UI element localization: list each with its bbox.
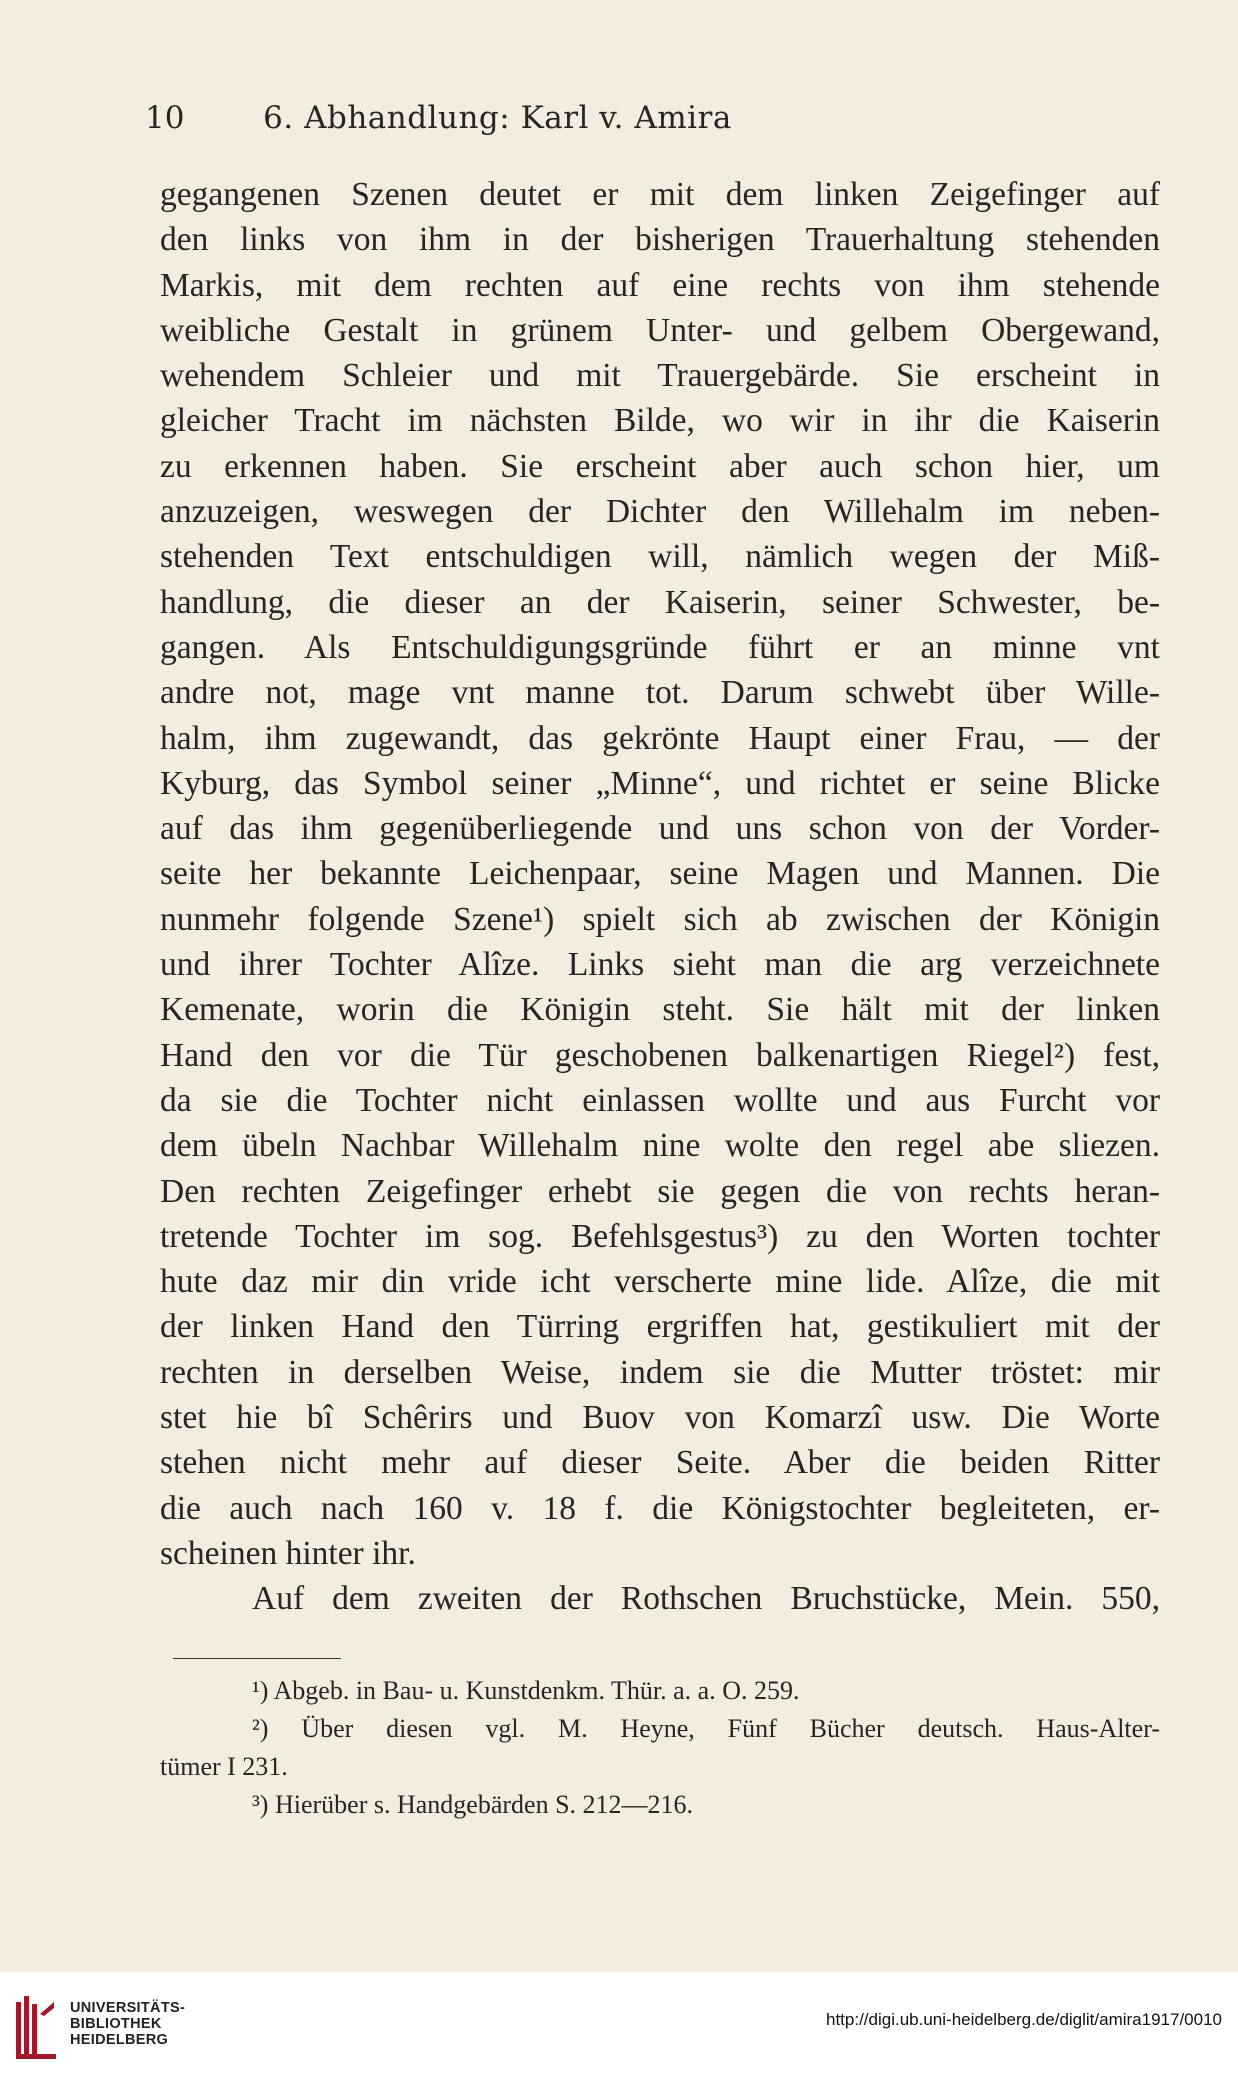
text-line: andre not, mage vnt manne tot. Darum schwebt über Wille- bbox=[160, 674, 1160, 712]
footnotes bbox=[160, 1672, 1160, 1824]
footnote-divider bbox=[173, 1658, 341, 1659]
heidelberg-library-logo-icon bbox=[14, 1994, 58, 2062]
text-line: Auf dem zweiten der Rothschen Bruchstücke, Mein. 550, bbox=[252, 1580, 1160, 1618]
text-line: scheinen hinter ihr. bbox=[160, 1534, 416, 1572]
text-line: Kyburg, das Symbol seiner „Minne“, und richtet er seine Blicke bbox=[160, 764, 1160, 802]
running-title: 6. Abhandlung: Karl v. Amira bbox=[263, 100, 732, 136]
text-line: nunmehr folgende Szene¹) spielt sich ab zwischen der Königin bbox=[160, 900, 1160, 938]
text-line: da sie die Tochter nicht einlassen wollte und aus Furcht vor bbox=[160, 1081, 1160, 1119]
text-line: den links von ihm in der bisherigen Trauerhaltung stehenden bbox=[160, 221, 1160, 259]
text-line: weibliche Gestalt in grünem Unter- und gelbem Obergewand, bbox=[160, 311, 1160, 349]
text-line: wehendem Schleier und mit Trauergebärde. Sie erscheint in bbox=[160, 357, 1160, 395]
text-line: gleicher Tracht im nächsten Bilde, wo wir in ihr die Kaiserin bbox=[160, 402, 1160, 440]
footnote-1: ¹) Abgeb. in Bau- u. Kunstdenkm. Thür. a. a. O. 259. bbox=[252, 1676, 800, 1705]
footnote-3: ³) Hierüber s. Handgebärden S. 212—216. bbox=[252, 1790, 694, 1819]
library-name-line: BIBLIOTHEK bbox=[70, 2016, 162, 2032]
text-line: rechten in derselben Weise, indem sie die Mutter tröstet: mir bbox=[160, 1353, 1160, 1391]
text-line: halm, ihm zugewandt, das gekrönte Haupt einer Frau, — der bbox=[160, 719, 1160, 757]
text-line: anzuzeigen, weswegen der Dichter den Willehalm im neben- bbox=[160, 493, 1160, 531]
footnote-2-continued: tümer I 231. bbox=[160, 1752, 288, 1781]
text-line: tretende Tochter im sog. Befehlsgestus³) zu den Worten tochter bbox=[160, 1217, 1160, 1255]
text-line: stet hie bî Schêrirs und Buov von Komarzî usw. Die Worte bbox=[160, 1399, 1160, 1437]
text-line: der linken Hand den Türring ergriffen hat, gestikuliert mit der bbox=[160, 1308, 1160, 1346]
text-line: seite her bekannte Leichenpaar, seine Magen und Mannen. Die bbox=[160, 855, 1160, 893]
text-line: gangen. Als Entschuldigungsgründe führt er an minne vnt bbox=[160, 628, 1160, 666]
permalink-url[interactable]: http://digi.ub.uni-heidelberg.de/diglit/amira1917/0010 bbox=[826, 2010, 1222, 2029]
page-number: 10 bbox=[145, 100, 185, 136]
text-line: Den rechten Zeigefinger erhebt sie gegen die von rechts heran- bbox=[160, 1172, 1160, 1210]
footnote-2: ²) Über diesen vgl. M. Heyne, Fünf Bücher deutsch. Haus-Alter- bbox=[252, 1714, 1160, 1743]
text-line: Markis, mit dem rechten auf eine rechts von ihm stehende bbox=[160, 266, 1160, 304]
viewer-footer bbox=[0, 1972, 1238, 2086]
text-line: gegangenen Szenen deutet er mit dem linken Zeigefinger auf bbox=[160, 176, 1160, 213]
text-line: Hand den vor die Tür geschobenen balkenartigen Riegel²) fest, bbox=[160, 1036, 1160, 1074]
body-text bbox=[160, 172, 1160, 1622]
page-header bbox=[145, 100, 850, 144]
text-line: dem übeln Nachbar Willehalm nine wolte den regel abe sliezen. bbox=[160, 1127, 1160, 1165]
text-line: die auch nach 160 v. 18 f. die Königstochter begleiteten, er- bbox=[160, 1489, 1160, 1527]
text-line: Kemenate, worin die Königin steht. Sie hält mit der linken bbox=[160, 991, 1160, 1029]
text-line: hute daz mir din vride icht verscherte mine lide. Alîze, die mit bbox=[160, 1263, 1160, 1301]
text-line: stehenden Text entschuldigen will, nämlich wegen der Miß- bbox=[160, 538, 1160, 576]
text-line: stehen nicht mehr auf dieser Seite. Aber die beiden Ritter bbox=[160, 1444, 1160, 1482]
library-name-line: UNIVERSITÄTS- bbox=[70, 2000, 186, 2016]
text-line: handlung, die dieser an der Kaiserin, seiner Schwester, be- bbox=[160, 583, 1160, 621]
text-line: zu erkennen haben. Sie erscheint aber auch schon hier, um bbox=[160, 447, 1160, 485]
library-name bbox=[70, 2000, 185, 2048]
library-name-line: HEIDELBERG bbox=[70, 2032, 169, 2048]
text-line: auf das ihm gegenüberliegende und uns schon von der Vorder- bbox=[160, 810, 1160, 848]
text-line: und ihrer Tochter Alîze. Links sieht man die arg verzeichnete bbox=[160, 946, 1160, 984]
